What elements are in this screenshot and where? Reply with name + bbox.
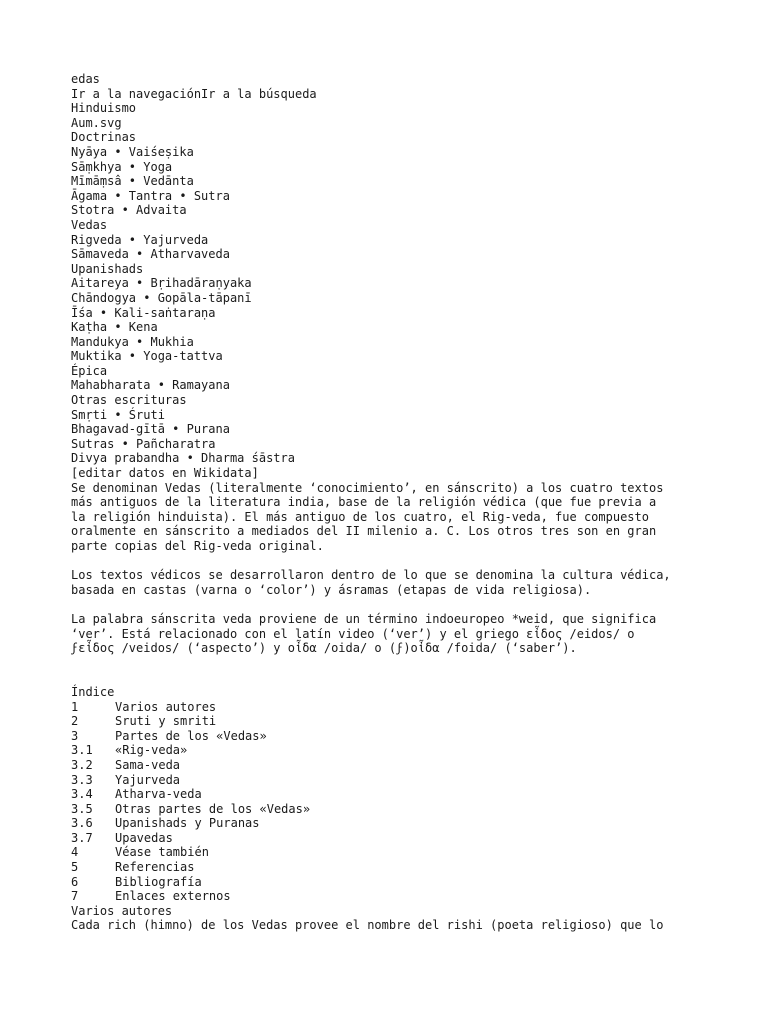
infobox [71,130,711,480]
paragraph-spacer [71,670,711,685]
culture-paragraph [71,568,711,597]
toc-number: 3.1 [71,743,93,758]
toc-label[interactable]: Enlaces externos [115,889,231,904]
paragraph-line: la religión hinduista). El más antiguo de los cuatro, el Rig-veda, fue compuesto [71,509,649,524]
paragraph-line: ‘ver’. Está relacionado con el latín video (‘ver’) y el griego εἶδος /eidos/ o [71,626,635,641]
edit-wikidata-link[interactable]: [editar datos en Wikidata] [71,466,259,481]
toc-item[interactable] [71,743,711,758]
toc-label[interactable]: Atharva-veda [115,787,202,802]
toc-label[interactable]: Partes de los «Vedas» [115,728,267,743]
document-page [71,72,711,933]
infobox-link-line[interactable]: Muktika • Yoga-tattva [71,349,223,364]
paragraph-line: ϝεἶδος /veidos/ (‘aspecto’) y οἶδα /oida/ o (ϝ)οἶδα /foida/ (‘saber’). [71,641,577,656]
toc-label[interactable]: Otras partes de los «Vedas» [115,801,311,816]
infobox-link-line[interactable]: Nyāya • Vaiśeṣika [71,144,194,159]
infobox-link-line[interactable]: Rigveda • Yajurveda [71,232,209,247]
toc-item[interactable] [71,860,711,875]
paragraph-spacer [71,597,711,612]
infobox-link-line[interactable]: Īśa • Kali-saṅtaraṇa [71,305,216,320]
toc-item[interactable] [71,729,711,744]
infobox-link-line[interactable]: Mīmāṃsâ • Vedānta [71,174,194,189]
infobox-section-doctrinas: Doctrinas [71,130,137,145]
paragraph-line: Cada rich (himno) de los Vedas provee el nombre del rishi (poeta religioso) que lo [71,918,664,933]
toc-number: 5 [71,860,79,875]
toc-label[interactable]: Referencias [115,860,195,875]
paragraph-line: La palabra sánscrita veda proviene de un término indoeuropeo *weid, que significa [71,611,657,626]
toc-number: 2 [71,714,79,729]
toc-item[interactable] [71,773,711,788]
toc-number: 7 [71,889,79,904]
toc-item[interactable] [71,875,711,890]
infobox-link-line[interactable]: Sutras • Pañcharatra [71,436,216,451]
toc-number: 3.3 [71,772,93,787]
infobox-link-line[interactable]: Āgama • Tantra • Sutra [71,188,230,203]
toc-label[interactable]: Bibliografía [115,874,202,889]
toc-number: 1 [71,699,79,714]
aum-image-label[interactable]: Aum.svg [71,115,122,130]
toc-item[interactable] [71,816,711,831]
toc-number: 3.4 [71,787,93,802]
toc-label[interactable]: «Rig-veda» [115,743,188,758]
infobox-link-line[interactable]: Kaṭha • Kena [71,320,158,335]
toc-number: 6 [71,874,79,889]
toc-label[interactable]: Upanishads y Puranas [115,816,260,831]
paragraph-line: Se denominan Vedas (literalmente ‘conocimiento’, en sánscrito) a los cuatro textos [71,480,664,495]
infobox-section-vedas: Vedas [71,217,108,232]
infobox-link-line[interactable]: Smṛti • Śruti [71,407,165,422]
toc-item[interactable] [71,845,711,860]
toc-number: 3.7 [71,830,93,845]
toc-number: 3.2 [71,757,93,772]
infobox-section-otras-escrituras: Otras escrituras [71,393,187,408]
toc-item[interactable] [71,714,711,729]
infobox-link-line[interactable]: Sāmaveda • Atharvaveda [71,247,230,262]
toc-label[interactable]: Yajurveda [115,772,181,787]
toc-item[interactable] [71,787,711,802]
toc-number: 3.6 [71,816,93,831]
paragraph-line: más antiguos de la literatura india, base de la religión védica (que fue previa a [71,495,657,510]
toc-number: 3 [71,728,79,743]
toc-item[interactable] [71,802,711,817]
infobox-link-line[interactable]: Bhagavad-gītā • Purana [71,422,230,437]
nav-links[interactable]: Ir a la navegaciónIr a la búsqueda [71,86,317,101]
section-heading-varios-autores: Varios autores [71,903,173,918]
page-title: edas [71,72,100,86]
infobox-link-line[interactable]: Aitareya • Bṛihadāraṇyaka [71,276,252,291]
infobox-section-epica: Épica [71,363,108,378]
toc-item[interactable] [71,831,711,846]
infobox-link-line[interactable]: Sāṃkhya • Yoga [71,159,173,174]
paragraph-spacer [71,656,711,671]
toc-number: 4 [71,845,79,860]
toc-label[interactable]: Upavedas [115,830,173,845]
infobox-link-line[interactable]: Mahabharata • Ramayana [71,378,230,393]
infobox-link-line[interactable]: Divya prabandha • Dharma śāstra [71,451,295,466]
infobox-link-line[interactable]: Stotra • Advaita [71,203,187,218]
infobox-section-upanishads: Upanishads [71,261,144,276]
toc-label[interactable]: Varios autores [115,699,217,714]
toc-title: Índice [71,684,115,699]
infobox-link-line[interactable]: Chāndogya • Gopāla-tāpanī [71,290,252,305]
paragraph-line: oralmente en sánscrito a mediados del II milenio a. C. Los otros tres son en gran [71,524,657,539]
infobox-heading: Hinduismo [71,101,137,116]
toc-item[interactable] [71,700,711,715]
toc-item[interactable] [71,889,711,904]
paragraph-line: basada en castas (varna o ‘color’) y ásramas (etapas de vida religiosa). [71,582,592,597]
etymology-paragraph [71,612,711,656]
toc-label[interactable]: Sama-veda [115,757,181,772]
paragraph-line: parte copias del Rig-veda original. [71,539,324,553]
table-of-contents [71,685,711,904]
toc-item[interactable] [71,758,711,773]
toc-label[interactable]: Véase también [115,845,209,860]
paragraph-line: Los textos védicos se desarrollaron dentro de lo que se denomina la cultura védica, [71,568,671,583]
toc-number: 3.5 [71,801,93,816]
paragraph-spacer [71,554,711,569]
toc-label[interactable]: Sruti y smriti [115,714,217,729]
intro-paragraph [71,481,711,554]
infobox-link-line[interactable]: Mandukya • Mukhia [71,334,194,349]
